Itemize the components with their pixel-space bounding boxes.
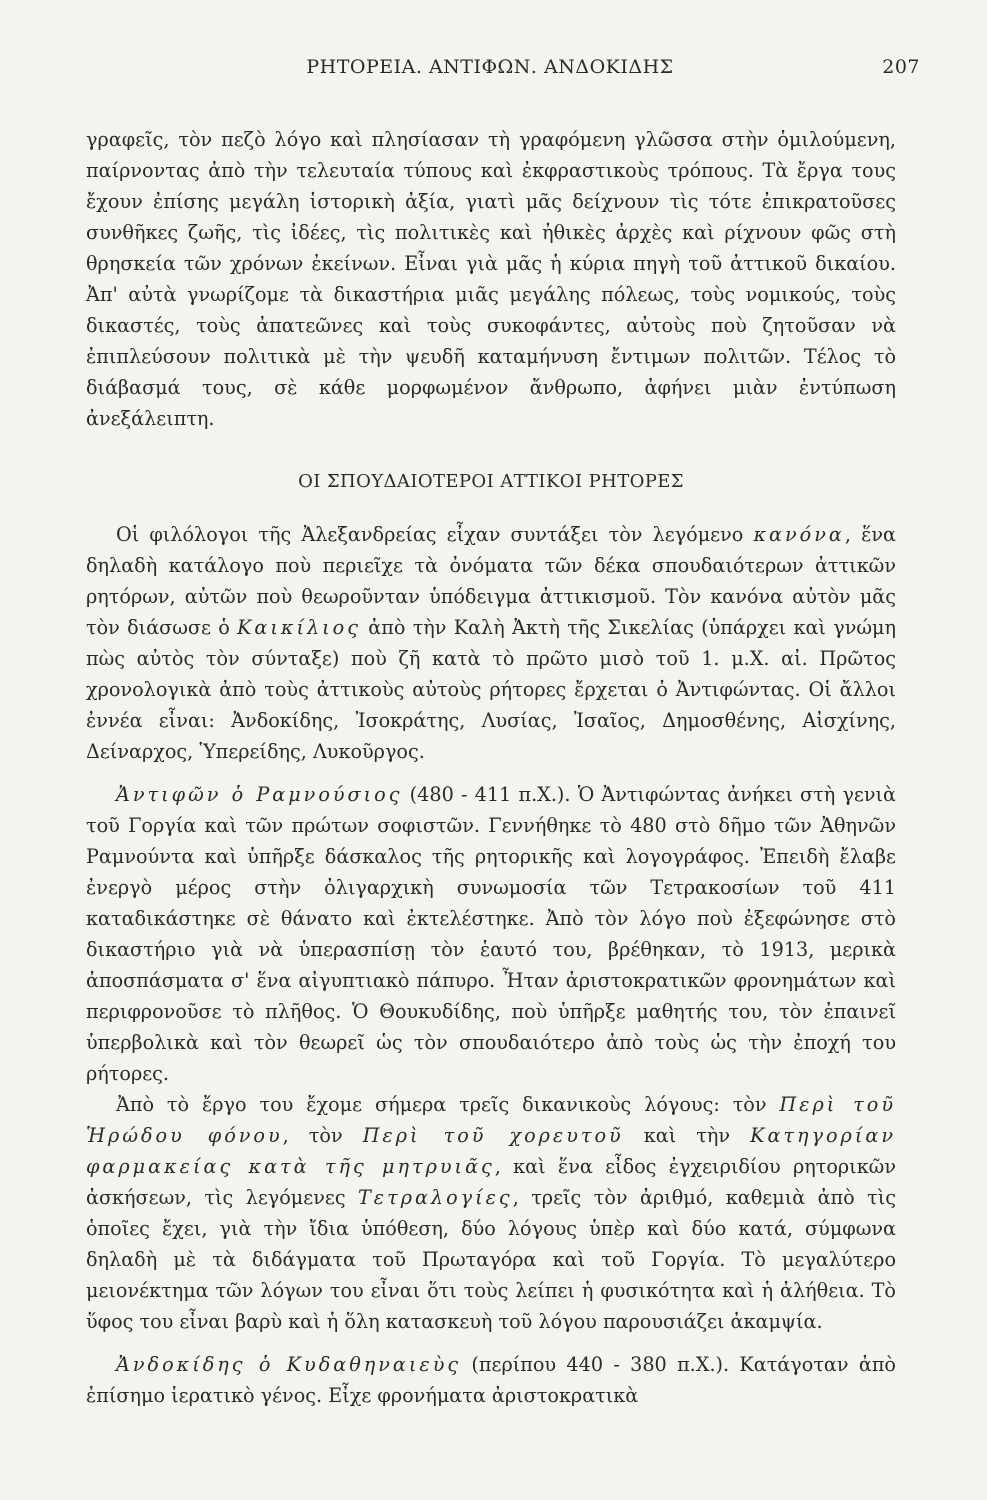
name-andocides: Ἀνδοκίδης ὁ Κυδαθηναιεὺς [116, 1353, 462, 1376]
paragraph-andocides [86, 1349, 896, 1411]
text-run: , τὸν [282, 1124, 363, 1147]
text-run: (480 - 411 π.Χ.). Ὁ Ἀντιφώντας ἀνήκει στὴ γενιὰ τοῦ Γοργία καὶ τῶν πρώτων σοφιστῶν. Γεννήθηκε τὸ 480 στὸ δῆμο τῶν Ἀθηνῶν Ραμνούντα καὶ ὑπῆρξε δάσκαλος τῆς ρητορικῆς καὶ λογογράφος. Ἐπειδὴ ἔλαβε ἐνεργὸ μέρος στὴν ὀλιγαρχικὴ συνωμοσία τῶν Τετρακοσίων τοῦ 411 καταδικάστηκε σὲ θάνατο καὶ ἐκτελέστηκε. Ἀπὸ τὸν λόγο ποὺ ἐξεφώνησε στὸ δικαστήριο γιὰ νὰ ὑπερασπίσῃ τὸν ἑαυτό του, βρέθηκαν, τὸ 1913, μερικὰ ἀποσπάσματα σ' ἕνα αἰγυπτιακὸ πάπυρο. Ἦταν ἀριστοκρατικῶν φρονημάτων καὶ περιφρονοῦσε τὸ πλῆθος. Ὁ Θουκυδίδης, ποὺ ὑπῆρξε μαθητής του, τὸν ἐπαινεῖ ὑπερβολικὰ καὶ τὸν θεωρεῖ ὡς τὸν σπουδαιότερο ἀπὸ τοὺς ὡς τὴν ἐποχή του ρήτορες. [86, 783, 896, 1085]
text-run: , τρεῖς τὸν ἀριθμό, καθεμιὰ ἀπὸ τὶς ὁποῖες ἔχει, γιὰ τὴν ἴδια ὑπόθεση, δύο λόγους ὑπὲρ καὶ δύο κατά, σύμφωνα δηλαδὴ μὲ τὰ διδάγματα τοῦ Πρωταγόρα καὶ τοῦ Γοργία. Τὸ μεγαλύτερο μειονέκτημα τῶν λόγων του εἶναι ὅτι τοὺς λείπει ἡ φυσικότητα καὶ ἡ ἀλήθεια. Τὸ ὕφος του εἶναι βαρὺ καὶ ἡ ὅλη κατασκευὴ τοῦ λόγου παρουσιάζει ἀκαμψία. [86, 1186, 896, 1333]
text-run: Ἀπὸ τὸ ἔργο του ἔχομε σήμερα τρεῖς δικανικοὺς λόγους: τὸν [116, 1093, 780, 1116]
page-number: 207 [882, 56, 920, 78]
text-run: καὶ τὴν [623, 1124, 751, 1147]
text-run: Οἱ φιλόλογοι τῆς Ἀλεξανδρείας εἶχαν συντάξει τὸν λεγόμενο [116, 523, 754, 546]
work-title: Τετραλογίες [357, 1186, 513, 1209]
paragraph-antiphon [86, 779, 896, 1089]
name-antiphon: Ἀντιφῶν ὁ Ραμνούσιος [116, 783, 403, 806]
work-title: Περὶ τοῦ Ἡρώδου φόνου [86, 1093, 896, 1147]
work-title: Περὶ τοῦ χορευτοῦ [362, 1124, 624, 1147]
text-run: ἀπὸ τὴν Καλὴ Ἀκτὴ τῆς Σικελίας (ὑπάρχει καὶ γνώμη πὼς αὐτὸς τὸν σύνταξε) ποὺ ζῆ κατὰ τὸ πρῶτο μισὸ τοῦ 1. μ.Χ. αἰ. Πρῶτος χρονολογικὰ ἀπὸ τοὺς ἀττικοὺς αὐτοὺς ρήτορες ἔρχεται ὁ Ἀντιφώντας. Οἱ ἄλλοι ἐννέα εἶναι: Ἀνδοκίδης, Ἰσοκράτης, Λυσίας, Ἰσαῖος, Δημοσθένης, Αἰσχίνης, Δείναρχος, Ὑπερείδης, Λυκοῦργος. [86, 616, 896, 763]
term-kanona: κανόνα [753, 523, 845, 546]
name-kaikilios: Καικίλιος [237, 616, 361, 639]
text-run: , καὶ ἕνα εἶδος ἐγχειριδίου ρητορικῶν ἀσκήσεων, τὶς λεγόμενες [86, 1155, 896, 1209]
paragraph-intro: γραφεῖς, τὸν πεζὸ λόγο καὶ πλησίασαν τὴ γραφόμενη γλῶσσα στὴν ὁμιλούμενη, παίρνοντας ἀπὸ τὴν τελευταία τύπους καὶ ἐκφραστικοὺς τρόπους. Τὰ ἔργα τους ἔχουν ἐπίσης μεγάλη ἱστορικὴ ἀξία, γιατὶ μᾶς δείχνουν τὶς τότε ἐπικρατοῦσες συνθῆκες ζωῆς, τὶς ἰδέες, τὶς πολιτικὲς καὶ ἠθικὲς ἀρχὲς καὶ ρίχνουν φῶς στὴ θρησκεία τῶν χρόνων ἐκείνων. Εἶναι γιὰ μᾶς ἡ κύρια πηγὴ τοῦ ἀττικοῦ δικαίου. Ἀπ' αὐτὰ γνωρίζομε τὰ δικαστήρια μιᾶς μεγάλης πόλεως, τοὺς νομικούς, τοὺς δικαστές, τοὺς ἀπατεῶνες καὶ τοὺς συκοφάντες, αὐτοὺς ποὺ ζητοῦσαν νὰ ἐπιπλεύσουν πολιτικὰ μὲ τὴν ψευδῆ καταμήνυση ἔντιμων πολιτῶν. Τέλος τὸ διάβασμά τους, σὲ κάθε μορφωμένον ἄνθρωπο, ἀφήνει μιὰν ἐντύπωση ἀνεξάλειπτη. [86, 128, 896, 430]
text-run: (περίπου 440 - 380 π.Χ.). Κατάγοταν ἀπὸ ἐπίσημο ἱερατικὸ γένος. Εἶχε φρονήματα ἀριστοκρατικὰ [86, 1353, 896, 1407]
running-title: ΡΗΤΟΡΕΙΑ. ΑΝΤΙΦΩΝ. ΑΝΔΟΚΙΔΗΣ [306, 56, 674, 78]
paragraph-canon [86, 519, 896, 767]
text-run: , ἕνα δηλαδὴ κατάλογο ποὺ περιεῖχε τὰ ὀνόματα τῶν δέκα σπουδαιότερων ἀττικῶν ρητόρων, αὐτῶν ποὺ θεωροῦνταν ὑπόδειγμα ἀττικισμοῦ. Τὸν κανόνα αὐτὸν μᾶς τὸν διάσωσε ὁ [86, 523, 896, 639]
page-header [60, 50, 920, 90]
paragraph-antiphon-works [86, 1089, 896, 1337]
section-heading: ΟΙ ΣΠΟΥΔΑΙΟΤΕΡΟΙ ΑΤΤΙΚΟΙ ΡΗΤΟΡΕΣ [298, 471, 684, 492]
work-title: Κατηγορίαν φαρμακείας κατὰ τῆς μητρυιᾶς [86, 1124, 896, 1178]
page-body [86, 124, 896, 1411]
